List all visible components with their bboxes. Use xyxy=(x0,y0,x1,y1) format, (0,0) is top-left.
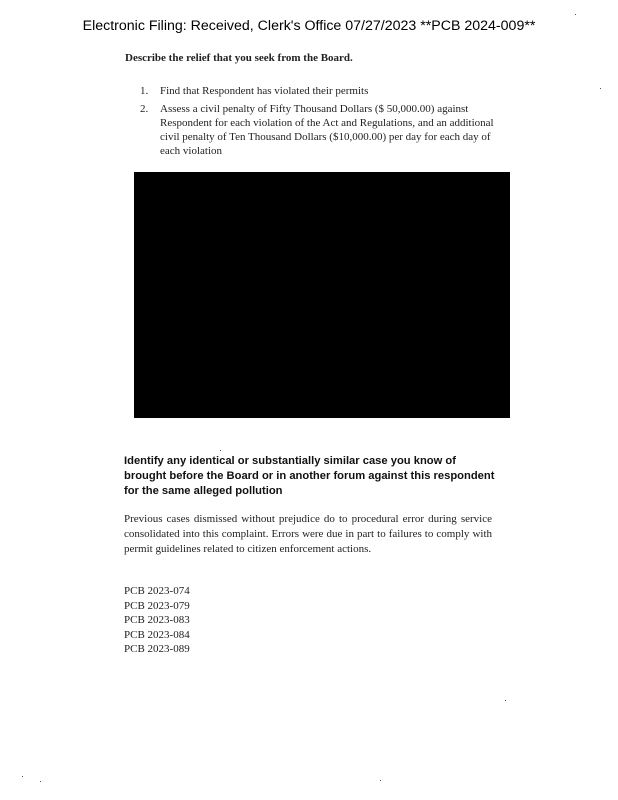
relief-item-text: Find that Respondent has violated their permits xyxy=(160,85,369,97)
relief-item-number: 1. xyxy=(140,85,149,97)
scan-speck xyxy=(40,781,41,782)
scan-speck xyxy=(380,780,381,781)
scan-speck xyxy=(600,88,601,89)
scan-speck xyxy=(575,14,576,15)
relief-list xyxy=(140,84,495,162)
relief-item-text: Assess a civil penalty of Fifty Thousand Dollars ($ 50,000.00) against Respondent for each violation of the Act and Regulations, and an additional civil penalty of Ten Thousand Dollars ($10,000.00) per day for each day of each violation xyxy=(160,103,494,157)
case-number: PCB 2023-084 xyxy=(124,628,190,641)
case-number: PCB 2023-079 xyxy=(124,599,190,612)
relief-heading: Describe the relief that you seek from the Board. xyxy=(125,52,353,64)
redaction-block xyxy=(134,172,510,418)
relief-item xyxy=(140,102,495,158)
scan-speck xyxy=(505,700,506,701)
case-number: PCB 2023-074 xyxy=(124,585,190,597)
relief-item-number: 2. xyxy=(140,103,149,115)
scan-speck xyxy=(22,776,23,777)
case-number: PCB 2023-089 xyxy=(124,643,190,655)
case-number-list xyxy=(124,584,190,657)
electronic-filing-header: Electronic Filing: Received, Clerk's Office 07/27/2023 **PCB 2024-009** xyxy=(82,18,536,34)
case-number: PCB 2023-083 xyxy=(124,614,190,626)
previous-cases-paragraph: Previous cases dismissed without prejudice do to procedural error during service consolidated into this complaint. Errors were due in part to failures to comply with permit guidelines related to citizen enforcement actions. xyxy=(124,513,492,555)
relief-item xyxy=(140,84,495,98)
identical-case-heading: Identify any identical or substantially similar case you know of brought before the Board or in another forum against this respondent for the same alleged pollution xyxy=(124,455,495,497)
scan-speck xyxy=(220,450,221,451)
